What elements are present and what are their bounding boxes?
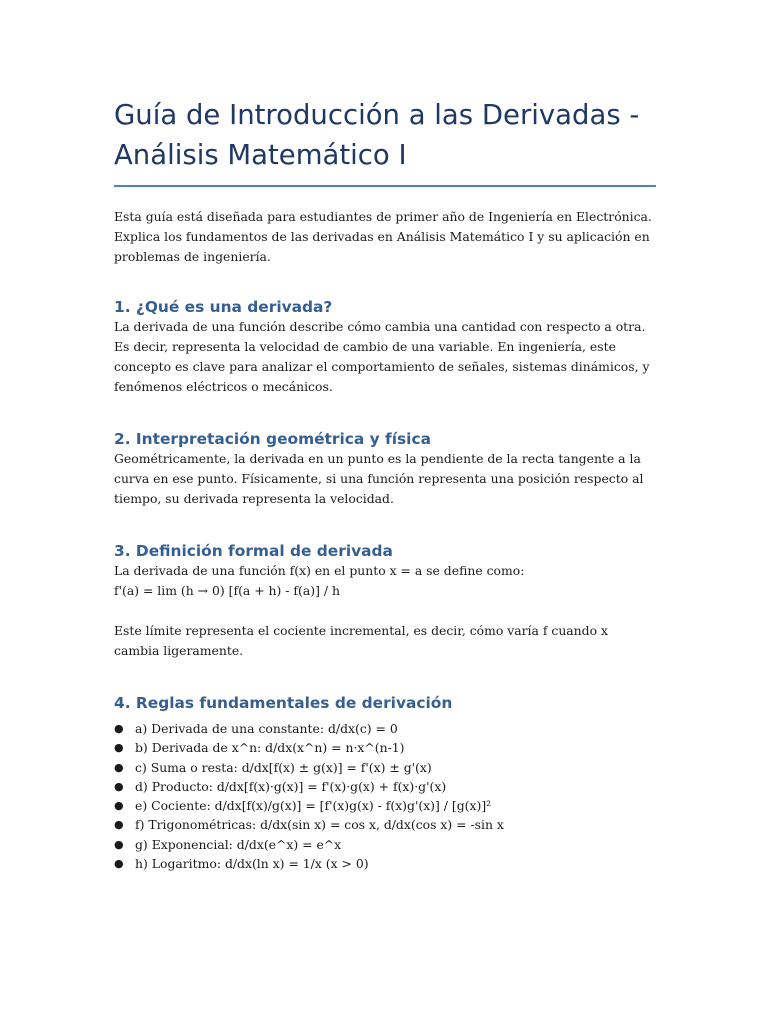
intro-paragraph: Esta guía está diseñada para estudiantes de primer año de Ingeniería en Electrónica. Explica los fundamentos de las derivadas en Análisis Matemático I y su aplicación en problemas de ingeniería. bbox=[114, 209, 652, 264]
section-1-paragraph: La derivada de una función describe cómo cambia una cantidad con respecto a otra. Es decir, representa la velocidad de cambio de una variable. En ingeniería, este concepto es clave para analizar el comportamiento de señales, sistemas dinámicos, y fenómenos eléctricos o mecánicos. bbox=[114, 319, 650, 394]
rule-text: h) Logaritmo: d/dx(ln x) = 1/x (x > 0) bbox=[135, 856, 369, 872]
list-item bbox=[114, 796, 656, 815]
list-item bbox=[114, 815, 656, 834]
bullet-icon: ● bbox=[114, 722, 124, 735]
section-3-paragraph: Este límite representa el cociente incremental, es decir, cómo varía f cuando x cambia ligeramente. bbox=[114, 623, 608, 658]
section-1-heading: 1. ¿Qué es una derivada? bbox=[114, 298, 333, 316]
list-item bbox=[114, 777, 656, 796]
section-3-heading: 3. Definición formal de derivada bbox=[114, 542, 393, 560]
bullet-icon: ● bbox=[114, 760, 124, 774]
rule-text: g) Exponencial: d/dx(e^x) = e^x bbox=[135, 836, 342, 852]
section-2-paragraph: Geométricamente, la derivada en un punto es la pendiente de la recta tangente a la curva en ese punto. Físicamente, si una función representa una posición respecto al tiempo, su derivada representa la velocidad. bbox=[114, 451, 644, 506]
rule-text: d) Producto: d/dx[f(x)·g(x)] = f'(x)·g(x) + f(x)·g'(x) bbox=[135, 778, 447, 794]
rule-text: e) Cociente: d/dx[f(x)/g(x)] = [f'(x)g(x) - f(x)g'(x)] / [g(x)]² bbox=[135, 798, 492, 814]
bullet-icon: ● bbox=[114, 779, 124, 793]
bullet-icon: ● bbox=[114, 799, 124, 813]
bullet-icon: ● bbox=[114, 837, 124, 851]
paragraph-gap bbox=[114, 601, 656, 621]
rule-text: b) Derivada de x^n: d/dx(x^n) = n·x^(n-1) bbox=[135, 740, 405, 756]
bullet-icon: ● bbox=[114, 741, 124, 755]
section-4-heading: 4. Reglas fundamentales de derivación bbox=[114, 694, 453, 712]
rule-text: c) Suma o resta: d/dx[f(x) ± g(x)] = f'(x) ± g'(x) bbox=[135, 759, 432, 775]
section-2-heading: 2. Interpretación geométrica y física bbox=[114, 430, 431, 448]
bullet-icon: ● bbox=[114, 857, 124, 871]
document-page bbox=[114, 0, 656, 873]
list-item bbox=[114, 835, 656, 854]
document-title: Guía de Introducción a las Derivadas - Análisis Matemático I bbox=[114, 0, 656, 187]
list-item bbox=[114, 719, 656, 738]
rule-text: f) Trigonométricas: d/dx(sin x) = cos x, d/dx(cos x) = -sin x bbox=[135, 817, 504, 833]
section-3-definition-line: La derivada de una función f(x) en el punto x = a se define como: bbox=[114, 563, 525, 578]
list-item bbox=[114, 854, 656, 873]
rule-text: a) Derivada de una constante: d/dx(c) = 0 bbox=[135, 721, 398, 736]
list-item bbox=[114, 758, 656, 777]
list-item bbox=[114, 738, 656, 757]
derivative-formula: f'(a) = lim (h → 0) [f(a + h) - f(a)] / h bbox=[114, 583, 340, 598]
derivation-rules-list bbox=[114, 719, 656, 873]
bullet-icon: ● bbox=[114, 818, 124, 832]
